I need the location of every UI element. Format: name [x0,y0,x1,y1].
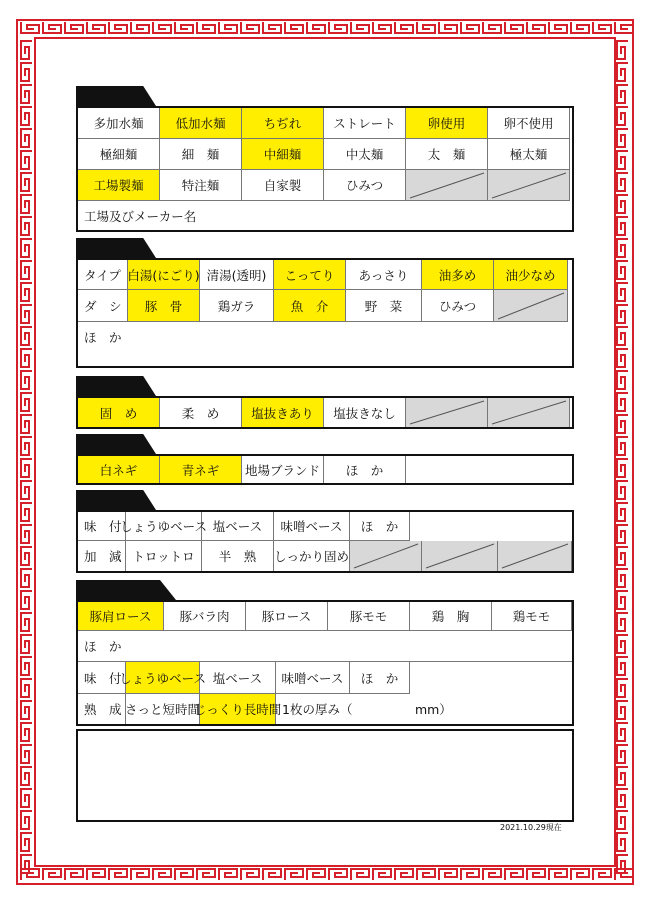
tamago-kagen-label: 加 減 [78,541,126,571]
chashu-aji-option-4[interactable]: ほ か [350,662,410,694]
section-tab-chashu [76,580,176,600]
men-row2-option-2[interactable]: 細 麺 [160,139,242,170]
section-tab-soup [76,238,156,258]
chashu-cut-option-1[interactable]: 豚肩ロース [78,602,164,631]
men-maker-label: 工場及びメーカー名 [84,208,197,224]
menma-option-4[interactable]: 塩抜きなし [324,398,406,427]
section-tab-tamago [76,490,156,510]
chashu-cut-option-3[interactable]: 豚ロース [246,602,328,631]
soup-dashi-option-5[interactable]: ひみつ [422,290,494,322]
section-tab-menma [76,376,156,396]
men-row2-option-3[interactable]: 中細麺 [242,139,324,170]
soup-type-option-4[interactable]: あっさり [346,260,422,290]
negi-option-3[interactable]: 地場ブランド [242,456,324,483]
men-row3-option-2[interactable]: 特注麺 [160,170,242,201]
men-row3-option-1[interactable]: 工場製麺 [78,170,160,201]
tamago-kagen-option-2[interactable]: 半 熟 [202,541,274,571]
men-row3-option-5 [406,170,488,201]
negi-option-4[interactable]: ほ か [324,456,406,483]
men-row2-option-5[interactable]: 太 麺 [406,139,488,170]
tamago-aji-option-1[interactable]: しょうゆベース [126,512,202,541]
chashu-jukusei-option-2[interactable]: じっくり長時間 [200,694,276,724]
menma-option-6 [488,398,570,427]
tamago-kagen-option-4 [350,541,422,571]
soup-dashi-label: ダ シ [78,290,128,322]
chashu-aji-label: 味 付 [78,662,126,694]
men-row3-option-6 [488,170,570,201]
section-tab-men [76,86,156,106]
chashu-cut-option-4[interactable]: 豚モモ [328,602,410,631]
date-note: 2021.10.29現在 [500,823,562,832]
chashu-jukusei-label: 熟 成 [78,694,126,724]
soup-type-label: タイプ [78,260,128,290]
men-row1-option-2[interactable]: 低加水麺 [160,108,242,139]
section-tab-negi [76,434,156,454]
tamago-aji-option-2[interactable]: 塩ベース [202,512,274,541]
soup-type-option-3[interactable]: こってり [274,260,346,290]
men-row3-option-4[interactable]: ひみつ [324,170,406,201]
tamago-kagen-option-1[interactable]: トロットロ [126,541,202,571]
men-row3-option-3[interactable]: 自家製 [242,170,324,201]
chashu-cut-option-6[interactable]: 鶏モモ [492,602,572,631]
chashu-cut-option-5[interactable]: 鶏 胸 [410,602,492,631]
men-row1-option-1[interactable]: 多加水麺 [78,108,160,139]
men-row2-option-1[interactable]: 極細麺 [78,139,160,170]
notes-box[interactable] [76,729,574,822]
tamago-aji-option-4[interactable]: ほ か [350,512,410,541]
tamago-kagen-option-6 [498,541,572,571]
soup-type-option-2[interactable]: 清湯(透明) [200,260,274,290]
negi-option-2[interactable]: 青ネギ [160,456,242,483]
soup-dashi-option-6 [494,290,568,322]
soup-type-option-6[interactable]: 油少なめ [494,260,568,290]
tamago-kagen-option-3[interactable]: しっかり固め [274,541,350,571]
chashu-thickness-field: 1枚の厚み（ mm） [282,702,452,717]
menma-option-5 [406,398,488,427]
men-row2-option-6[interactable]: 極太麺 [488,139,570,170]
men-row1-option-3[interactable]: ちぢれ [242,108,324,139]
men-row1-option-4[interactable]: ストレート [324,108,406,139]
soup-dashi-option-2[interactable]: 鶏ガラ [200,290,274,322]
chashu-other-label: ほ か [78,631,572,662]
men-row2-option-4[interactable]: 中太麺 [324,139,406,170]
tamago-aji-label: 味 付 [78,512,126,541]
menma-option-1[interactable]: 固 め [78,398,160,427]
chashu-aji-option-2[interactable]: 塩ベース [200,662,276,694]
menma-option-3[interactable]: 塩抜きあり [242,398,324,427]
men-row1-option-5[interactable]: 卵使用 [406,108,488,139]
soup-other-label: ほ か [84,330,122,345]
menma-option-2[interactable]: 柔 め [160,398,242,427]
chashu-jukusei-option-1[interactable]: さっと短時間 [126,694,200,724]
soup-type-option-1[interactable]: 白湯(にごり) [128,260,200,290]
soup-type-option-5[interactable]: 油多め [422,260,494,290]
tamago-kagen-option-5 [422,541,498,571]
soup-dashi-option-4[interactable]: 野 菜 [346,290,422,322]
chashu-cut-option-2[interactable]: 豚バラ肉 [164,602,246,631]
soup-dashi-option-3[interactable]: 魚 介 [274,290,346,322]
soup-dashi-option-1[interactable]: 豚 骨 [128,290,200,322]
tamago-aji-option-3[interactable]: 味噌ベース [274,512,350,541]
men-row1-option-6[interactable]: 卵不使用 [488,108,570,139]
chashu-aji-option-1[interactable]: しょうゆベース [126,662,200,694]
chashu-aji-option-3[interactable]: 味噌ベース [276,662,350,694]
negi-option-1[interactable]: 白ネギ [78,456,160,483]
